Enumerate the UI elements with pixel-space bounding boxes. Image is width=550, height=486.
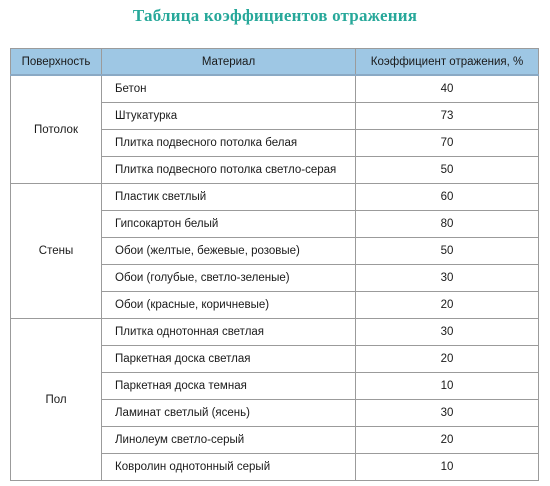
material-cell: Плитка подвесного потолка светло-серая	[102, 157, 356, 184]
material-cell: Обои (желтые, бежевые, розовые)	[102, 238, 356, 265]
reflection-coefficient-table	[10, 48, 539, 481]
material-cell: Обои (красные, коричневые)	[102, 292, 356, 319]
material-cell: Паркетная доска темная	[102, 373, 356, 400]
coefficient-cell: 40	[356, 75, 539, 103]
table-row	[11, 75, 539, 103]
table-row	[11, 319, 539, 346]
coefficient-cell: 80	[356, 211, 539, 238]
page-title: Таблица коэффициентов отражения	[132, 6, 418, 25]
coefficient-cell: 10	[356, 454, 539, 481]
coefficient-cell: 73	[356, 103, 539, 130]
material-cell: Ковролин однотонный серый	[102, 454, 356, 481]
material-cell: Гипсокартон белый	[102, 211, 356, 238]
coefficient-cell: 70	[356, 130, 539, 157]
material-cell: Обои (голубые, светло-зеленые)	[102, 265, 356, 292]
material-cell: Линолеум светло-серый	[102, 427, 356, 454]
coefficient-cell: 60	[356, 184, 539, 211]
coefficient-cell: 30	[356, 319, 539, 346]
material-cell: Бетон	[102, 75, 356, 103]
table-header-row	[11, 49, 539, 76]
material-cell: Паркетная доска светлая	[102, 346, 356, 373]
surface-cell-ceiling: Потолок	[11, 75, 102, 184]
material-cell: Ламинат светлый (ясень)	[102, 400, 356, 427]
material-cell: Плитка подвесного потолка белая	[102, 130, 356, 157]
header-material: Материал	[102, 49, 356, 76]
coefficient-cell: 30	[356, 400, 539, 427]
coefficient-cell: 20	[356, 292, 539, 319]
surface-cell-walls: Стены	[11, 184, 102, 319]
header-coefficient: Коэффициент отражения, %	[356, 49, 539, 76]
table-row	[11, 184, 539, 211]
header-surface: Поверхность	[11, 49, 102, 76]
coefficient-cell: 30	[356, 265, 539, 292]
coefficient-cell: 20	[356, 346, 539, 373]
material-cell: Пластик светлый	[102, 184, 356, 211]
coefficient-cell: 20	[356, 427, 539, 454]
coefficient-cell: 50	[356, 157, 539, 184]
material-cell: Плитка однотонная светлая	[102, 319, 356, 346]
coefficient-cell: 10	[356, 373, 539, 400]
surface-cell-floor: Пол	[11, 319, 102, 481]
material-cell: Штукатурка	[102, 103, 356, 130]
coefficient-cell: 50	[356, 238, 539, 265]
